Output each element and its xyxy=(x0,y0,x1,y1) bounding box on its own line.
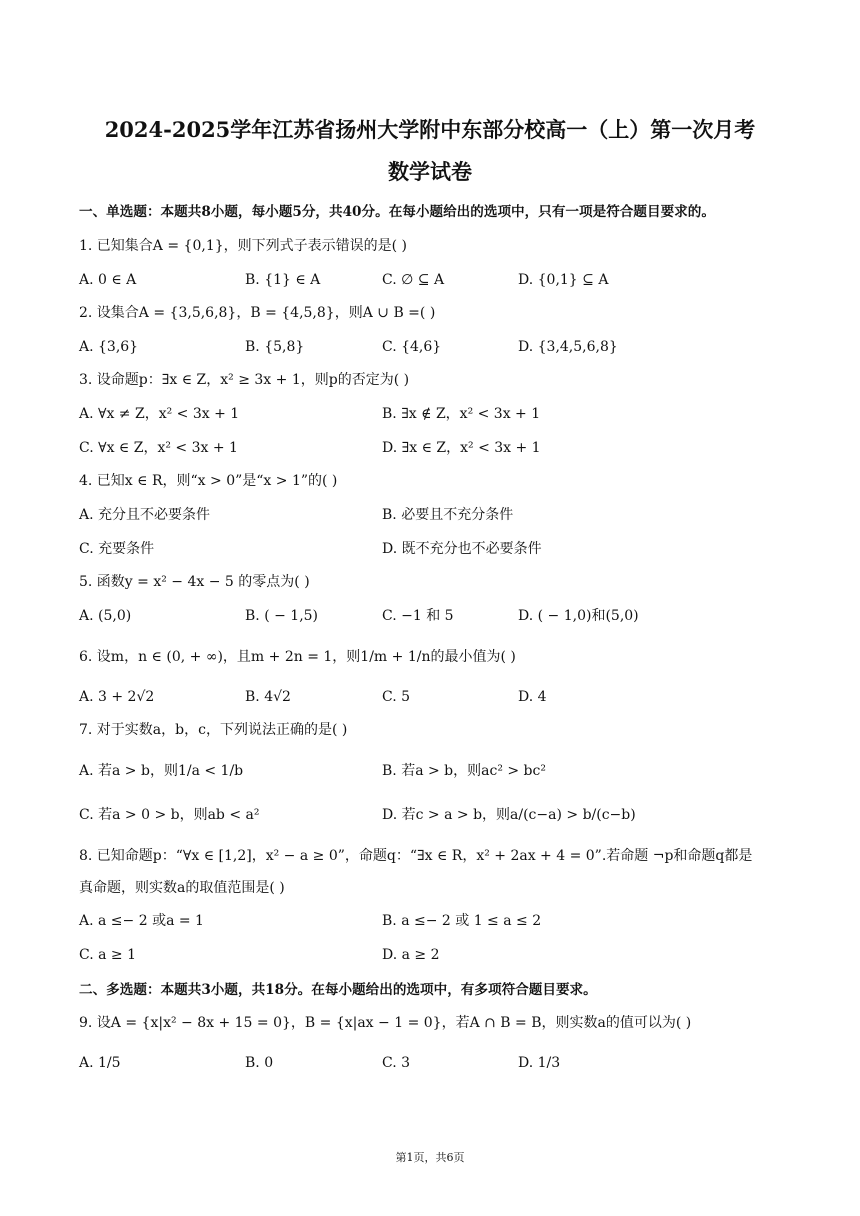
paper-title-line2: 数学试卷 xyxy=(388,159,472,184)
section-heading-single-choice: 一、单选题：本题共8小题，每小题5分，共40分。在每小题给出的选项中，只有一项是符合题目要求的。 xyxy=(79,204,715,220)
question-4-option-a: A. 充分且不必要条件 xyxy=(79,507,211,523)
question-9-option-a: A. 1/5 xyxy=(79,1055,121,1071)
question-2-option-d: D. {3,4,5,6,8} xyxy=(518,339,618,355)
question-9-stem: 9. 设A = {x|x² − 8x + 15 = 0}，B = {x|ax − 1 = 0}，若A ∩ B = B，则实数a的值可以为( ) xyxy=(79,1015,692,1031)
question-9-option-d: D. 1/3 xyxy=(518,1055,561,1071)
question-5-option-d: D. ( − 1,0)和(5,0) xyxy=(518,608,639,624)
question-6-option-d: D. 4 xyxy=(518,689,547,705)
question-9-option-b: B. 0 xyxy=(245,1055,274,1071)
question-1-option-b: B. {1} ∈ A xyxy=(245,272,321,288)
question-8-option-d: D. a ≥ 2 xyxy=(382,947,440,963)
question-9-option-c: C. 3 xyxy=(382,1055,411,1071)
question-7-option-b: B. 若a > b，则ac² > bc² xyxy=(382,763,546,779)
question-7-option-d: D. 若c > a > b，则a/(c−a) > b/(c−b) xyxy=(382,807,636,823)
question-8-stem-line2: 真命题，则实数a的取值范围是( ) xyxy=(79,880,285,896)
question-5-option-c: C. −1 和 5 xyxy=(382,608,454,624)
question-8-option-a: A. a ≤− 2 或a = 1 xyxy=(79,913,204,929)
question-1-option-d: D. {0,1} ⊆ A xyxy=(518,272,609,288)
question-5-stem: 5. 函数y = x² − 4x − 5 的零点为( ) xyxy=(79,574,310,590)
question-4-option-c: C. 充要条件 xyxy=(79,541,155,557)
question-8-option-b: B. a ≤− 2 或 1 ≤ a ≤ 2 xyxy=(382,913,542,929)
question-4-stem: 4. 已知x ∈ R，则“x > 0”是“x > 1”的( ) xyxy=(79,473,338,489)
question-4-option-d: D. 既不充分也不必要条件 xyxy=(382,541,542,557)
question-3-stem: 3. 设命题p：∃x ∈ Z，x² ≥ 3x + 1，则p的否定为( ) xyxy=(79,372,410,388)
question-8-stem-line1: 8. 已知命题p：“∀x ∈ [1,2]，x² − a ≥ 0”，命题q：“∃x ∈ R，x² + 2ax + 4 = 0”.若命题 ¬p和命题q都是 xyxy=(79,848,753,864)
page-footer: 第1页，共6页 xyxy=(395,1151,465,1164)
question-3-option-a: A. ∀x ≠ Z，x² < 3x + 1 xyxy=(79,406,240,422)
question-5-option-b: B. ( − 1,5) xyxy=(245,608,319,624)
question-7-stem: 7. 对于实数a，b，c，下列说法正确的是( ) xyxy=(79,722,348,738)
question-1-option-c: C. ∅ ⊆ A xyxy=(382,272,445,288)
question-3-option-c: C. ∀x ∈ Z，x² < 3x + 1 xyxy=(79,440,238,456)
question-7-option-c: C. 若a > 0 > b，则ab < a² xyxy=(79,807,260,823)
question-1-stem: 1. 已知集合A = {0,1}，则下列式子表示错误的是( ) xyxy=(79,238,408,254)
question-6-option-a: A. 3 + 2√2 xyxy=(79,689,155,705)
question-6-option-c: C. 5 xyxy=(382,689,411,705)
section-heading-multi-choice: 二、多选题：本题共3小题，共18分。在每小题给出的选项中，有多项符合题目要求。 xyxy=(79,982,597,998)
question-2-option-a: A. {3,6} xyxy=(79,339,139,355)
question-2-stem: 2. 设集合A = {3,5,6,8}，B = {4,5,8}，则A ∪ B =( ) xyxy=(79,305,436,321)
question-3-option-b: B. ∃x ∉ Z，x² < 3x + 1 xyxy=(382,406,541,422)
question-2-option-c: C. {4,6} xyxy=(382,339,442,355)
question-3-option-d: D. ∃x ∈ Z，x² < 3x + 1 xyxy=(382,440,541,456)
question-6-stem: 6. 设m，n ∈ (0, + ∞)，且m + 2n = 1，则1/m + 1/n的最小值为( ) xyxy=(79,649,516,665)
question-1-option-a: A. 0 ∈ A xyxy=(79,272,137,288)
question-6-option-b: B. 4√2 xyxy=(245,689,291,705)
question-4-option-b: B. 必要且不充分条件 xyxy=(382,507,514,523)
question-5-option-a: A. (5,0) xyxy=(79,608,132,624)
paper-title-line1: 2024-2025学年江苏省扬州大学附中东部分校高一（上）第一次月考 xyxy=(104,117,756,142)
question-2-option-b: B. {5,8} xyxy=(245,339,305,355)
question-8-option-c: C. a ≥ 1 xyxy=(79,947,136,963)
question-7-option-a: A. 若a > b，则1/a < 1/b xyxy=(79,763,244,779)
